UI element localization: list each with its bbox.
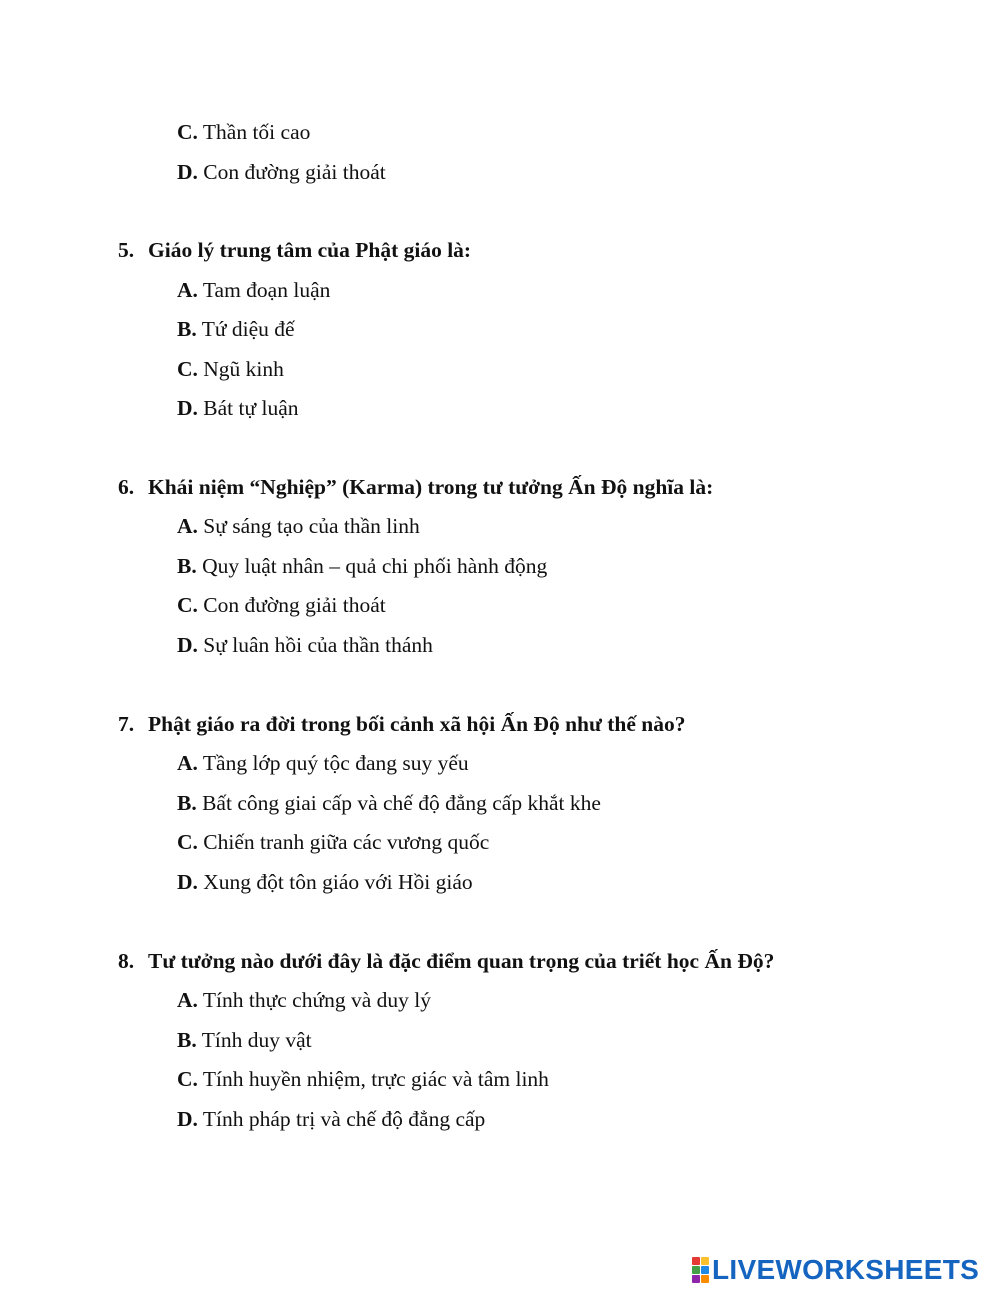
logo-mark-cell <box>701 1257 709 1265</box>
option-letter: B. <box>177 1028 197 1052</box>
option-letter: D. <box>177 870 198 894</box>
logo-mark-cell <box>692 1266 700 1274</box>
option-text: Tầng lớp quý tộc đang suy yếu <box>202 751 469 775</box>
option-text: Tính pháp trị và chế độ đẳng cấp <box>202 1107 486 1131</box>
option-text: Bất công giai cấp và chế độ đẳng cấp khắt khe <box>202 791 601 815</box>
option-line <box>177 1106 485 1132</box>
option-text: Chiến tranh giữa các vương quốc <box>203 830 490 854</box>
option-line <box>177 356 284 382</box>
question-7 <box>118 711 686 737</box>
question-number: 8. <box>118 949 135 973</box>
option-text: Sự sáng tạo của thần linh <box>203 514 420 538</box>
option-text: Tính huyền nhiệm, trực giác và tâm linh <box>202 1067 549 1091</box>
option-line <box>177 395 299 421</box>
option-text: Ngũ kinh <box>203 357 284 381</box>
question-text: Giáo lý trung tâm của Phật giáo là: <box>148 238 472 262</box>
question-number: 6. <box>118 475 135 499</box>
question-6 <box>118 474 713 500</box>
option-letter: C. <box>177 1067 198 1091</box>
question-5 <box>118 237 471 263</box>
option-text: Con đường giải thoát <box>203 593 386 617</box>
option-text: Quy luật nhân – quả chi phối hành động <box>202 554 548 578</box>
option-line <box>177 277 330 303</box>
option-line <box>177 869 473 895</box>
option-text: Bát tự luận <box>203 396 299 420</box>
question-8 <box>118 948 774 974</box>
liveworksheets-logo <box>692 1254 979 1286</box>
option-letter: D. <box>177 160 198 184</box>
question-text: Tư tưởng nào dưới đây là đặc điểm quan trọng của triết học Ấn Độ? <box>148 949 775 973</box>
option-letter: C. <box>177 830 198 854</box>
logo-mark-cell <box>701 1275 709 1283</box>
logo-mark-cell <box>692 1275 700 1283</box>
option-letter: B. <box>177 317 197 341</box>
option-letter: D. <box>177 396 198 420</box>
option-letter: B. <box>177 554 197 578</box>
option-letter: A. <box>177 988 198 1012</box>
option-letter: C. <box>177 593 198 617</box>
liveworksheets-logo-icon <box>692 1257 709 1283</box>
option-line <box>177 159 386 185</box>
option-line <box>177 750 469 776</box>
option-text: Tam đoạn luận <box>202 278 331 302</box>
option-line <box>177 553 547 579</box>
logo-mark-cell <box>701 1266 709 1274</box>
logo-text: LIVEWORKSHEETS <box>712 1254 980 1285</box>
question-number: 5. <box>118 238 135 262</box>
option-line <box>177 513 420 539</box>
option-letter: C. <box>177 120 198 144</box>
option-letter: C. <box>177 357 198 381</box>
option-letter: D. <box>177 633 198 657</box>
option-letter: A. <box>177 751 198 775</box>
option-line <box>177 119 310 145</box>
option-letter: D. <box>177 1107 198 1131</box>
option-line <box>177 1066 549 1092</box>
logo-mark-cell <box>692 1257 700 1265</box>
option-letter: B. <box>177 791 197 815</box>
option-text: Sự luân hồi của thần thánh <box>203 633 433 657</box>
question-text: Khái niệm “Nghiệp” (Karma) trong tư tưởng Ấn Độ nghĩa là: <box>148 475 714 499</box>
option-text: Tính thực chứng và duy lý <box>202 988 432 1012</box>
option-line <box>177 592 386 618</box>
question-number: 7. <box>118 712 135 736</box>
option-text: Thần tối cao <box>202 120 311 144</box>
question-text: Phật giáo ra đời trong bối cảnh xã hội Ấn Độ như thế nào? <box>148 712 686 736</box>
option-text: Con đường giải thoát <box>203 160 386 184</box>
option-line <box>177 790 601 816</box>
option-line <box>177 632 433 658</box>
option-line <box>177 987 431 1013</box>
option-line <box>177 1027 312 1053</box>
option-letter: A. <box>177 514 198 538</box>
option-line <box>177 829 489 855</box>
option-text: Tứ diệu đế <box>201 317 295 341</box>
option-line <box>177 316 295 342</box>
option-letter: A. <box>177 278 198 302</box>
option-text: Tính duy vật <box>201 1028 312 1052</box>
option-text: Xung đột tôn giáo với Hồi giáo <box>203 870 473 894</box>
